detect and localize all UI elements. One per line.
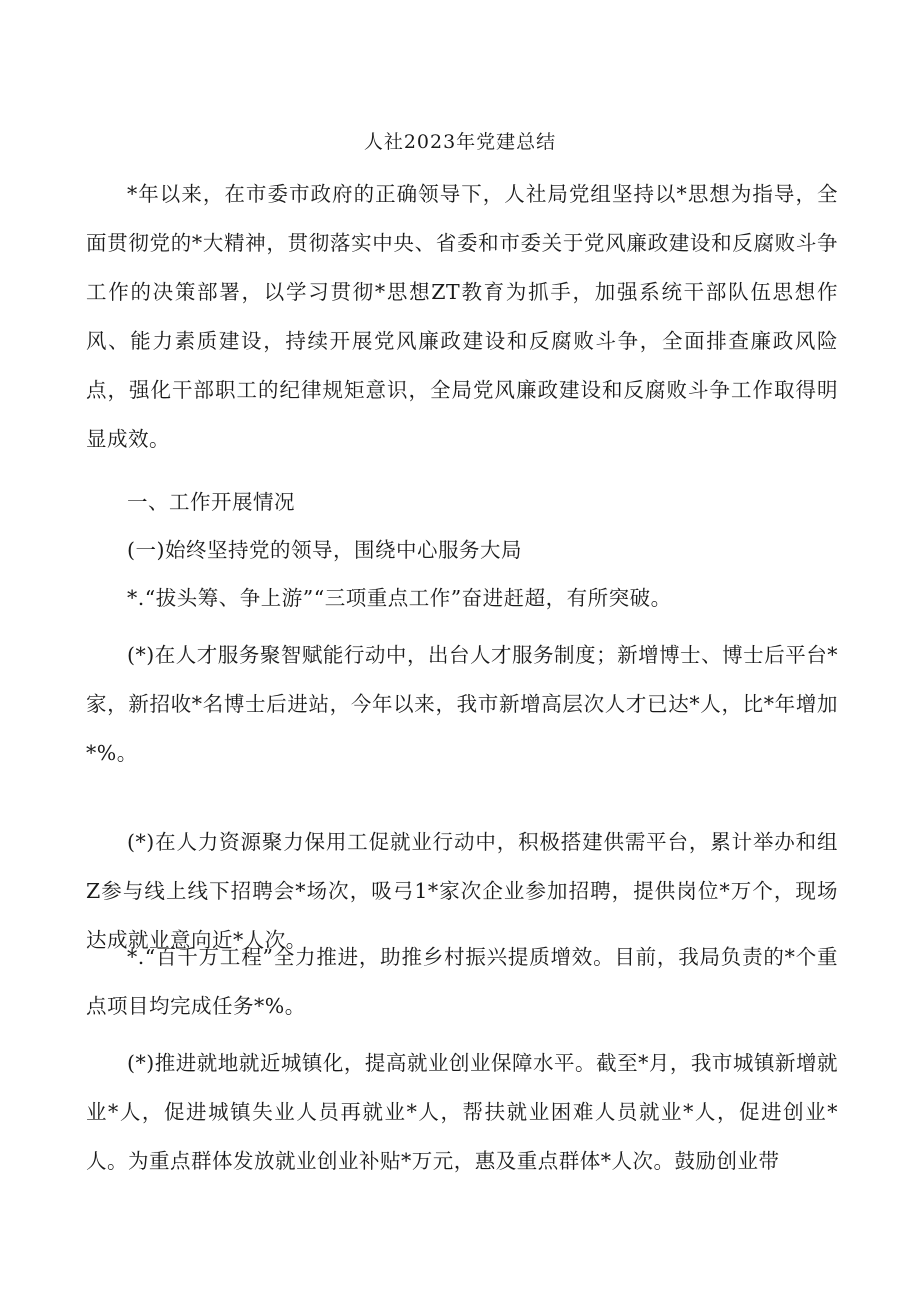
item-paragraph-1: *.“拔头筹、争上游”“三项重点工作”奋进赶超，有所突破。 [127, 586, 672, 610]
item-paragraph-2a: (*)推进就地就近城镇化，提高就业创业保障水平。截至*月，我市城镇新增就业*人，促进城镇失业人员再就业*人，帮扶就业困难人员就业*人，促进创业*人。为重点群体发放就业创业补贴*万元，惠及重点群体*人次。鼓励创业带 [86, 1051, 838, 1173]
item-paragraph-2: *.“百千万工程”全力推进，助推乡村振兴提质增效。目前，我局负责的*个重点项目均完成任务*%。 [86, 945, 838, 1018]
intro-paragraph: *年以来，在市委市政府的正确领导下，人社局党组坚持以*思想为指导，全面贯彻党的*大精神，贯彻落实中央、省委和市委关于党风廉政建设和反腐败斗争工作的决策部署，以学习贯彻*思想ZT教育为抓手，加强系统干部队伍思想作风、能力素质建设，持续开展党风廉政建设和反腐败斗争，全面排查廉政风险点，强化干部职工的纪律规矩意识，全局党风廉政建设和反腐败斗争工作取得明显成效。 [86, 182, 838, 451]
item-paragraph-1a: (*)在人才服务聚智赋能行动中，出台人才服务制度；新增博士、博士后平台*家，新招收*名博士后进站，今年以来，我市新增高层次人才已达*人，比*年增加*%。 [86, 643, 838, 765]
document-title: 人社2023年党建总结 [363, 131, 557, 153]
item-paragraph-1b: (*)在人力资源聚力保用工促就业行动中，积极搭建供需平台，累计举办和组Z参与线上线下招聘会*场次，吸弓1*家次企业参加招聘，提供岗位*万个，现场达成就业意向近*人次。 [86, 830, 838, 952]
section-heading-1: 一、工作开展情况 [127, 490, 295, 514]
subsection-heading-1: (一)始终坚持党的领导，围绕中心服务大局 [127, 538, 522, 562]
